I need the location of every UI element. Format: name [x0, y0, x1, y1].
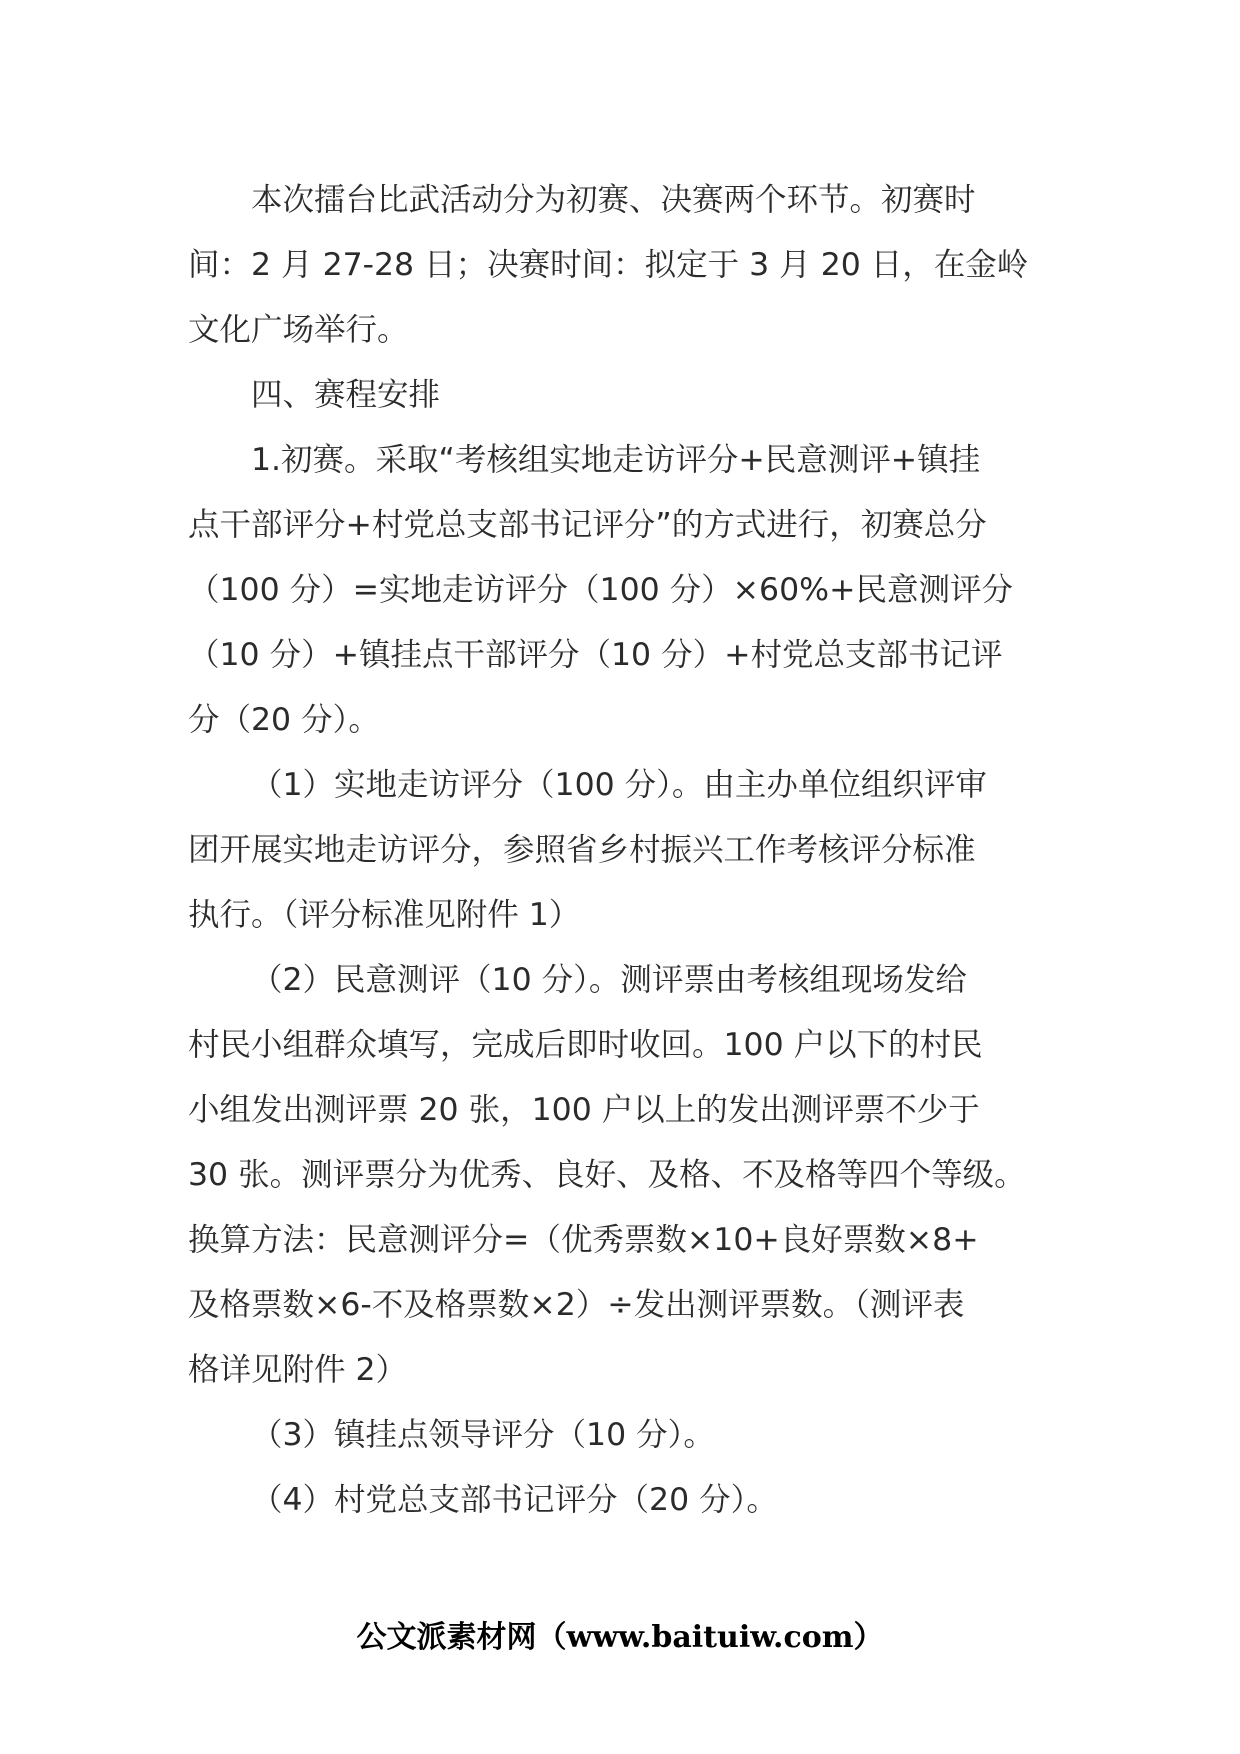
paragraph-line: 格详见附件 2）: [188, 1352, 408, 1388]
paragraph-line: （3）镇挂点领导评分（10 分）。: [251, 1417, 715, 1453]
paragraph-line: 村民小组群众填写，完成后即时收回。100 户以下的村民: [188, 1027, 983, 1063]
paragraph-line: 本次擂台比武活动分为初赛、决赛两个环节。初赛时: [251, 182, 976, 218]
section-heading: 四、赛程安排: [251, 377, 441, 413]
paragraph-line: （10 分）+镇挂点干部评分（10 分）+村党总支部书记评: [188, 637, 1003, 673]
document-body: [188, 168, 1068, 1533]
paragraph-line: （100 分）=实地走访评分（100 分）×60%+民意测评分: [188, 572, 1013, 608]
paragraph-line: 小组发出测评票 20 张，100 户以上的发出测评票不少于: [188, 1092, 980, 1128]
paragraph-line: 间：2 月 27-28 日；决赛时间：拟定于 3 月 20 日，在金岭: [188, 247, 1029, 283]
paragraph-line: 点干部评分+村党总支部书记评分”的方式进行，初赛总分: [188, 507, 987, 543]
paragraph-line: 30 张。测评票分为优秀、良好、及格、不及格等四个等级。: [188, 1157, 1026, 1193]
paragraph-line: 团开展实地走访评分，参照省乡村振兴工作考核评分标准: [188, 832, 976, 868]
paragraph-line: 1.初赛。采取“考核组实地走访评分+民意测评+镇挂: [251, 442, 981, 478]
paragraph-line: 执行。（评分标准见附件 1）: [188, 897, 581, 933]
paragraph-line: （2）民意测评（10 分）。测评票由考核组现场发给: [251, 962, 967, 998]
paragraph-line: 分（20 分）。: [188, 702, 380, 738]
paragraph-line: （4）村党总支部书记评分（20 分）。: [251, 1482, 778, 1518]
paragraph-line: 文化广场举行。: [188, 312, 409, 348]
paragraph-line: （1）实地走访评分（100 分）。由主办单位组织评审: [251, 767, 987, 803]
paragraph-line: 及格票数×6-不及格票数×2）÷发出测评票数。（测评表: [188, 1287, 965, 1323]
paragraph-line: 换算方法：民意测评分=（优秀票数×10+良好票数×8+: [188, 1222, 979, 1258]
footer-watermark: 公文派素材网（www.baituiw.com）: [356, 1620, 884, 1655]
